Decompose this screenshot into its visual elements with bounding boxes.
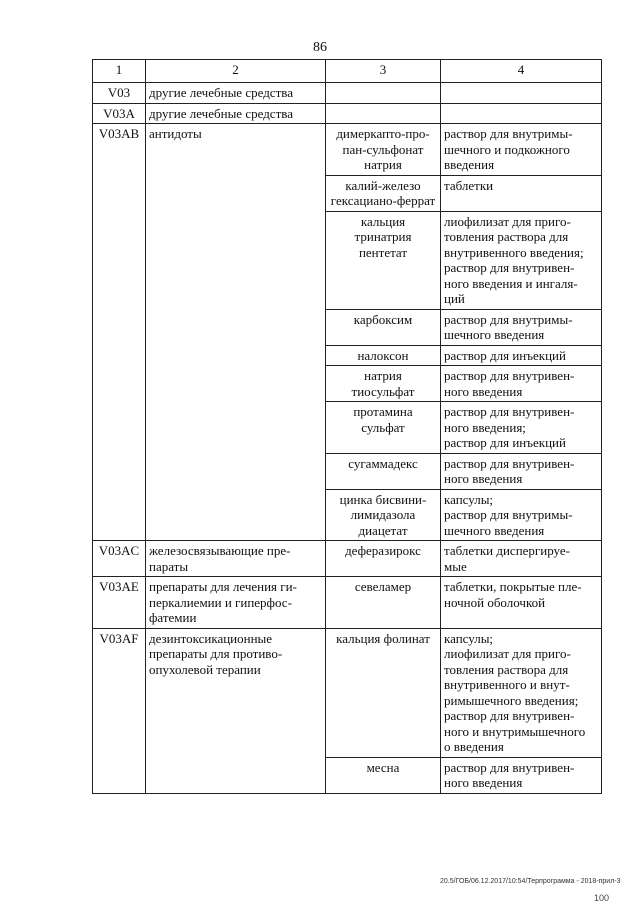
dosage-form: раствор для внутримы- шечного введения — [441, 309, 602, 345]
drug-name: сугаммадекс — [326, 453, 441, 489]
atc-code: V03AF — [93, 628, 146, 793]
atc-code: V03 — [93, 83, 146, 104]
dosage-form: капсулы; лиофилизат для приго- товления раствора для внутривенного и внут- римышечного введения; раствор для внутривен- ного и внутримышечного о введения — [441, 628, 602, 757]
drug-name: димеркапто-про- пан-сульфонат натрия — [326, 124, 441, 176]
group-name: дезинтоксикационные препараты для противо- опухолевой терапии — [146, 628, 326, 793]
drug-name: налоксон — [326, 345, 441, 366]
drug-name: кальция тринатрия пентетат — [326, 211, 441, 309]
drug-name — [326, 103, 441, 124]
dosage-form: раствор для внутримы- шечного и подкожного введения — [441, 124, 602, 176]
document-footer: 20.5/ГОБ/06.12.2017/10:54/Терпрограмма - 2018-прил-3 — [440, 878, 621, 885]
group-name: другие лечебные средства — [146, 83, 326, 104]
header-col-3: 3 — [326, 60, 441, 83]
dosage-form: раствор для внутривен- ного введения — [441, 366, 602, 402]
table-row — [93, 103, 602, 124]
dosage-form: раствор для внутривен- ного введения — [441, 453, 602, 489]
dosage-form: таблетки диспергируе- мые — [441, 541, 602, 577]
dosage-form — [441, 103, 602, 124]
group-name: другие лечебные средства — [146, 103, 326, 124]
dosage-form: таблетки — [441, 175, 602, 211]
table-row — [93, 83, 602, 104]
drug-name: кальция фолинат — [326, 628, 441, 757]
drug-name: месна — [326, 757, 441, 793]
drug-name: цинка бисвини- лимидазола диацетат — [326, 489, 441, 541]
drug-name: деферазирокс — [326, 541, 441, 577]
group-name: железосвязывающие пре- параты — [146, 541, 326, 577]
atc-code: V03A — [93, 103, 146, 124]
atc-code: V03AE — [93, 577, 146, 629]
table-row — [93, 124, 602, 176]
group-name: антидоты — [146, 124, 326, 541]
table-row — [93, 628, 602, 757]
atc-code: V03AB — [93, 124, 146, 541]
table-row — [93, 541, 602, 577]
footer-page-number: 100 — [594, 893, 610, 903]
header-col-2: 2 — [146, 60, 326, 83]
atc-code: V03AC — [93, 541, 146, 577]
dosage-form: раствор для внутривен- ного введения — [441, 757, 602, 793]
drug-name: калий-железо гексацианo-феррат — [326, 175, 441, 211]
drug-name — [326, 83, 441, 104]
dosage-form: таблетки, покрытые пле- ночной оболочкой — [441, 577, 602, 629]
table-header-row — [93, 60, 602, 83]
dosage-form: раствор для инъекций — [441, 345, 602, 366]
dosage-form — [441, 83, 602, 104]
group-name: препараты для лечения ги- перкалиемии и гиперфос- фатемии — [146, 577, 326, 629]
header-col-1: 1 — [93, 60, 146, 83]
dosage-form: раствор для внутривен- ного введения; раствор для инъекций — [441, 402, 602, 454]
drug-name: севеламер — [326, 577, 441, 629]
table-row — [93, 577, 602, 629]
dosage-form: капсулы; раствор для внутримы- шечного введения — [441, 489, 602, 541]
drug-name: натрия тиосульфат — [326, 366, 441, 402]
drug-name: карбоксим — [326, 309, 441, 345]
dosage-form: лиофилизат для приго- товления раствора для внутривенного введения; раствор для внутривен- ного введения и ингаля- ций — [441, 211, 602, 309]
drug-name: протамина сульфат — [326, 402, 441, 454]
drug-table — [92, 59, 602, 794]
header-col-4: 4 — [441, 60, 602, 83]
page-number: 86 — [313, 40, 327, 55]
